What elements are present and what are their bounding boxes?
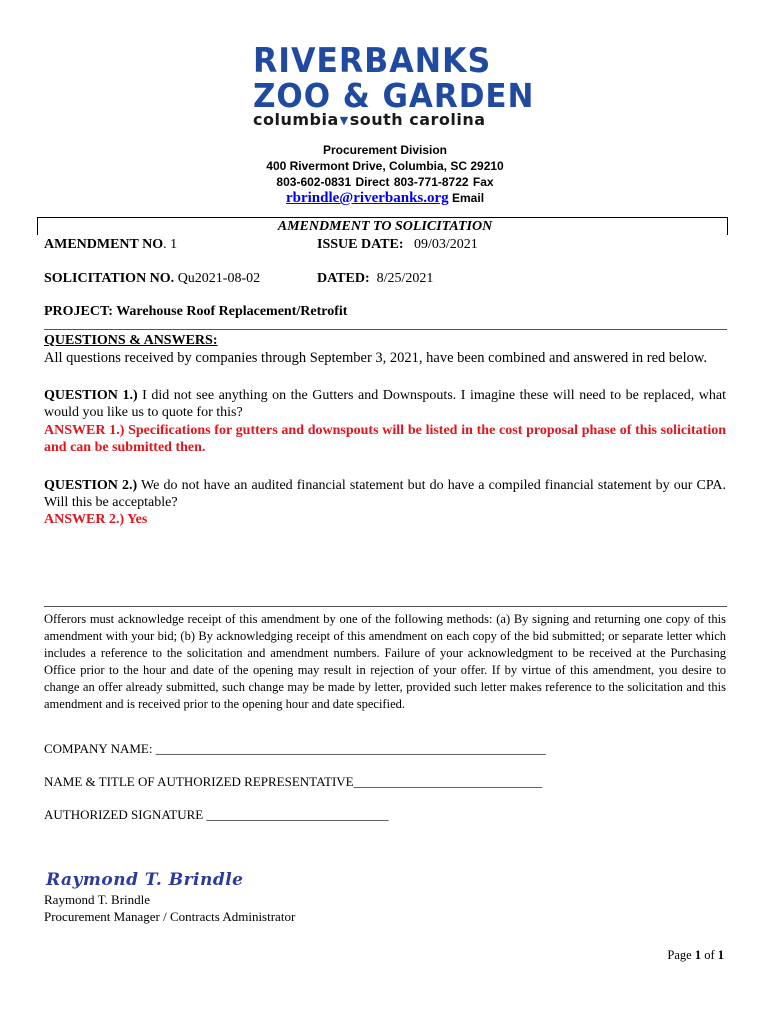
logo-line-1: RIVERBANKS bbox=[253, 41, 492, 81]
qa-intro: All questions received by companies through September 3, 2021, have been combined and answered in red below. bbox=[44, 350, 708, 366]
logo-line-2: ZOO & GARDEN bbox=[253, 76, 535, 115]
divider-top bbox=[44, 329, 727, 330]
email-line bbox=[0, 190, 770, 207]
solicitation-number bbox=[44, 271, 260, 287]
solicitation-number-label: SOLICITATION NO. bbox=[44, 271, 175, 286]
question-1 bbox=[44, 387, 726, 421]
email-label: Email bbox=[448, 191, 485, 205]
amendment-number bbox=[44, 237, 177, 253]
amendment-number-label: AMENDMENT NO bbox=[44, 237, 164, 252]
riverbanks-logo bbox=[252, 41, 535, 129]
division-name: Procurement Division bbox=[322, 143, 448, 157]
signer-name: Raymond T. Brindle bbox=[44, 892, 151, 907]
acknowledgment-text: Offerors must acknowledge receipt of this amendment by one of the following methods: (a) By signing and returning one copy of this amendment with your bid; (b) By acknowledging receipt of this amendment on each copy of the bid submitted; or separate letter which includes a reference to the solicitation and amendment numbers. Failure of your acknowledgment to be received at the Purchasing Office prior to the hour and date of the opening may result in rejection of your offer. If by virtue of this amendment, you desire to change an offer already submitted, such change may be made by letter, provided such letter makes reference to the solicitation and this amendment and is received prior to the opening hour and date specified. bbox=[44, 612, 726, 711]
handwritten-signature: Raymond T. Brindle bbox=[46, 870, 244, 890]
page-prefix: Page bbox=[667, 948, 695, 962]
question-2-label: QUESTION 2.) bbox=[44, 478, 138, 493]
answer-1: ANSWER 1.) Specifications for gutters and downspouts will be listed in the cost proposal phase of this solicitation and can be submitted then. bbox=[44, 423, 726, 455]
question-1-text: I did not see anything on the Gutters and Downspouts. I imagine these will need to be replaced, what would you like us to quote for this? bbox=[44, 388, 726, 420]
amendment-title: AMENDMENT TO SOLICITATION bbox=[277, 219, 493, 234]
page-current: 1 bbox=[694, 948, 702, 962]
page-number bbox=[600, 948, 724, 963]
logo-state: south carolina bbox=[349, 110, 486, 129]
project-title: PROJECT: Warehouse Roof Replacement/Retrofit bbox=[44, 304, 348, 319]
answer-2: ANSWER 2.) Yes bbox=[44, 512, 148, 527]
divider-bottom bbox=[44, 606, 727, 607]
signer-title: Procurement Manager / Contracts Administrator bbox=[44, 909, 296, 924]
question-1-label: QUESTION 1.) bbox=[44, 388, 138, 403]
dated-value: 8/25/2021 bbox=[376, 271, 434, 286]
dated bbox=[317, 271, 433, 287]
logo-state-icon: ▼ bbox=[339, 114, 349, 127]
logo-city: columbia bbox=[253, 110, 339, 129]
representative-field[interactable]: NAME & TITLE OF AUTHORIZED REPRESENTATIVE_____________________________ bbox=[44, 774, 543, 789]
question-2-text: We do not have an audited financial statement but do have a compiled financial statement by our CPA. Will this be acceptable? bbox=[44, 478, 726, 510]
issue-date-value: 09/03/2021 bbox=[414, 237, 478, 252]
issue-date bbox=[317, 237, 478, 253]
question-2 bbox=[44, 477, 726, 511]
page-of: of bbox=[701, 948, 718, 962]
phone-fax: 803-602-0831 Direct 803-771-8722 Fax bbox=[276, 175, 494, 189]
logo-line-3 bbox=[253, 110, 486, 129]
email-link[interactable]: rbrindle@riverbanks.org bbox=[285, 190, 449, 206]
signature-field[interactable]: AUTHORIZED SIGNATURE ____________________________ bbox=[44, 807, 389, 822]
address: 400 Rivermont Drive, Columbia, SC 29210 bbox=[266, 159, 504, 173]
dated-label: DATED: bbox=[317, 271, 370, 286]
page-total: 1 bbox=[717, 948, 724, 962]
amendment-number-value: . 1 bbox=[163, 237, 178, 252]
solicitation-number-value: Qu2021-08-02 bbox=[174, 271, 261, 286]
issue-date-label: ISSUE DATE: bbox=[317, 237, 404, 252]
qa-heading: QUESTIONS & ANSWERS: bbox=[44, 333, 218, 348]
company-name-field[interactable]: COMPANY NAME: ____________________________________________________________ bbox=[44, 741, 546, 756]
